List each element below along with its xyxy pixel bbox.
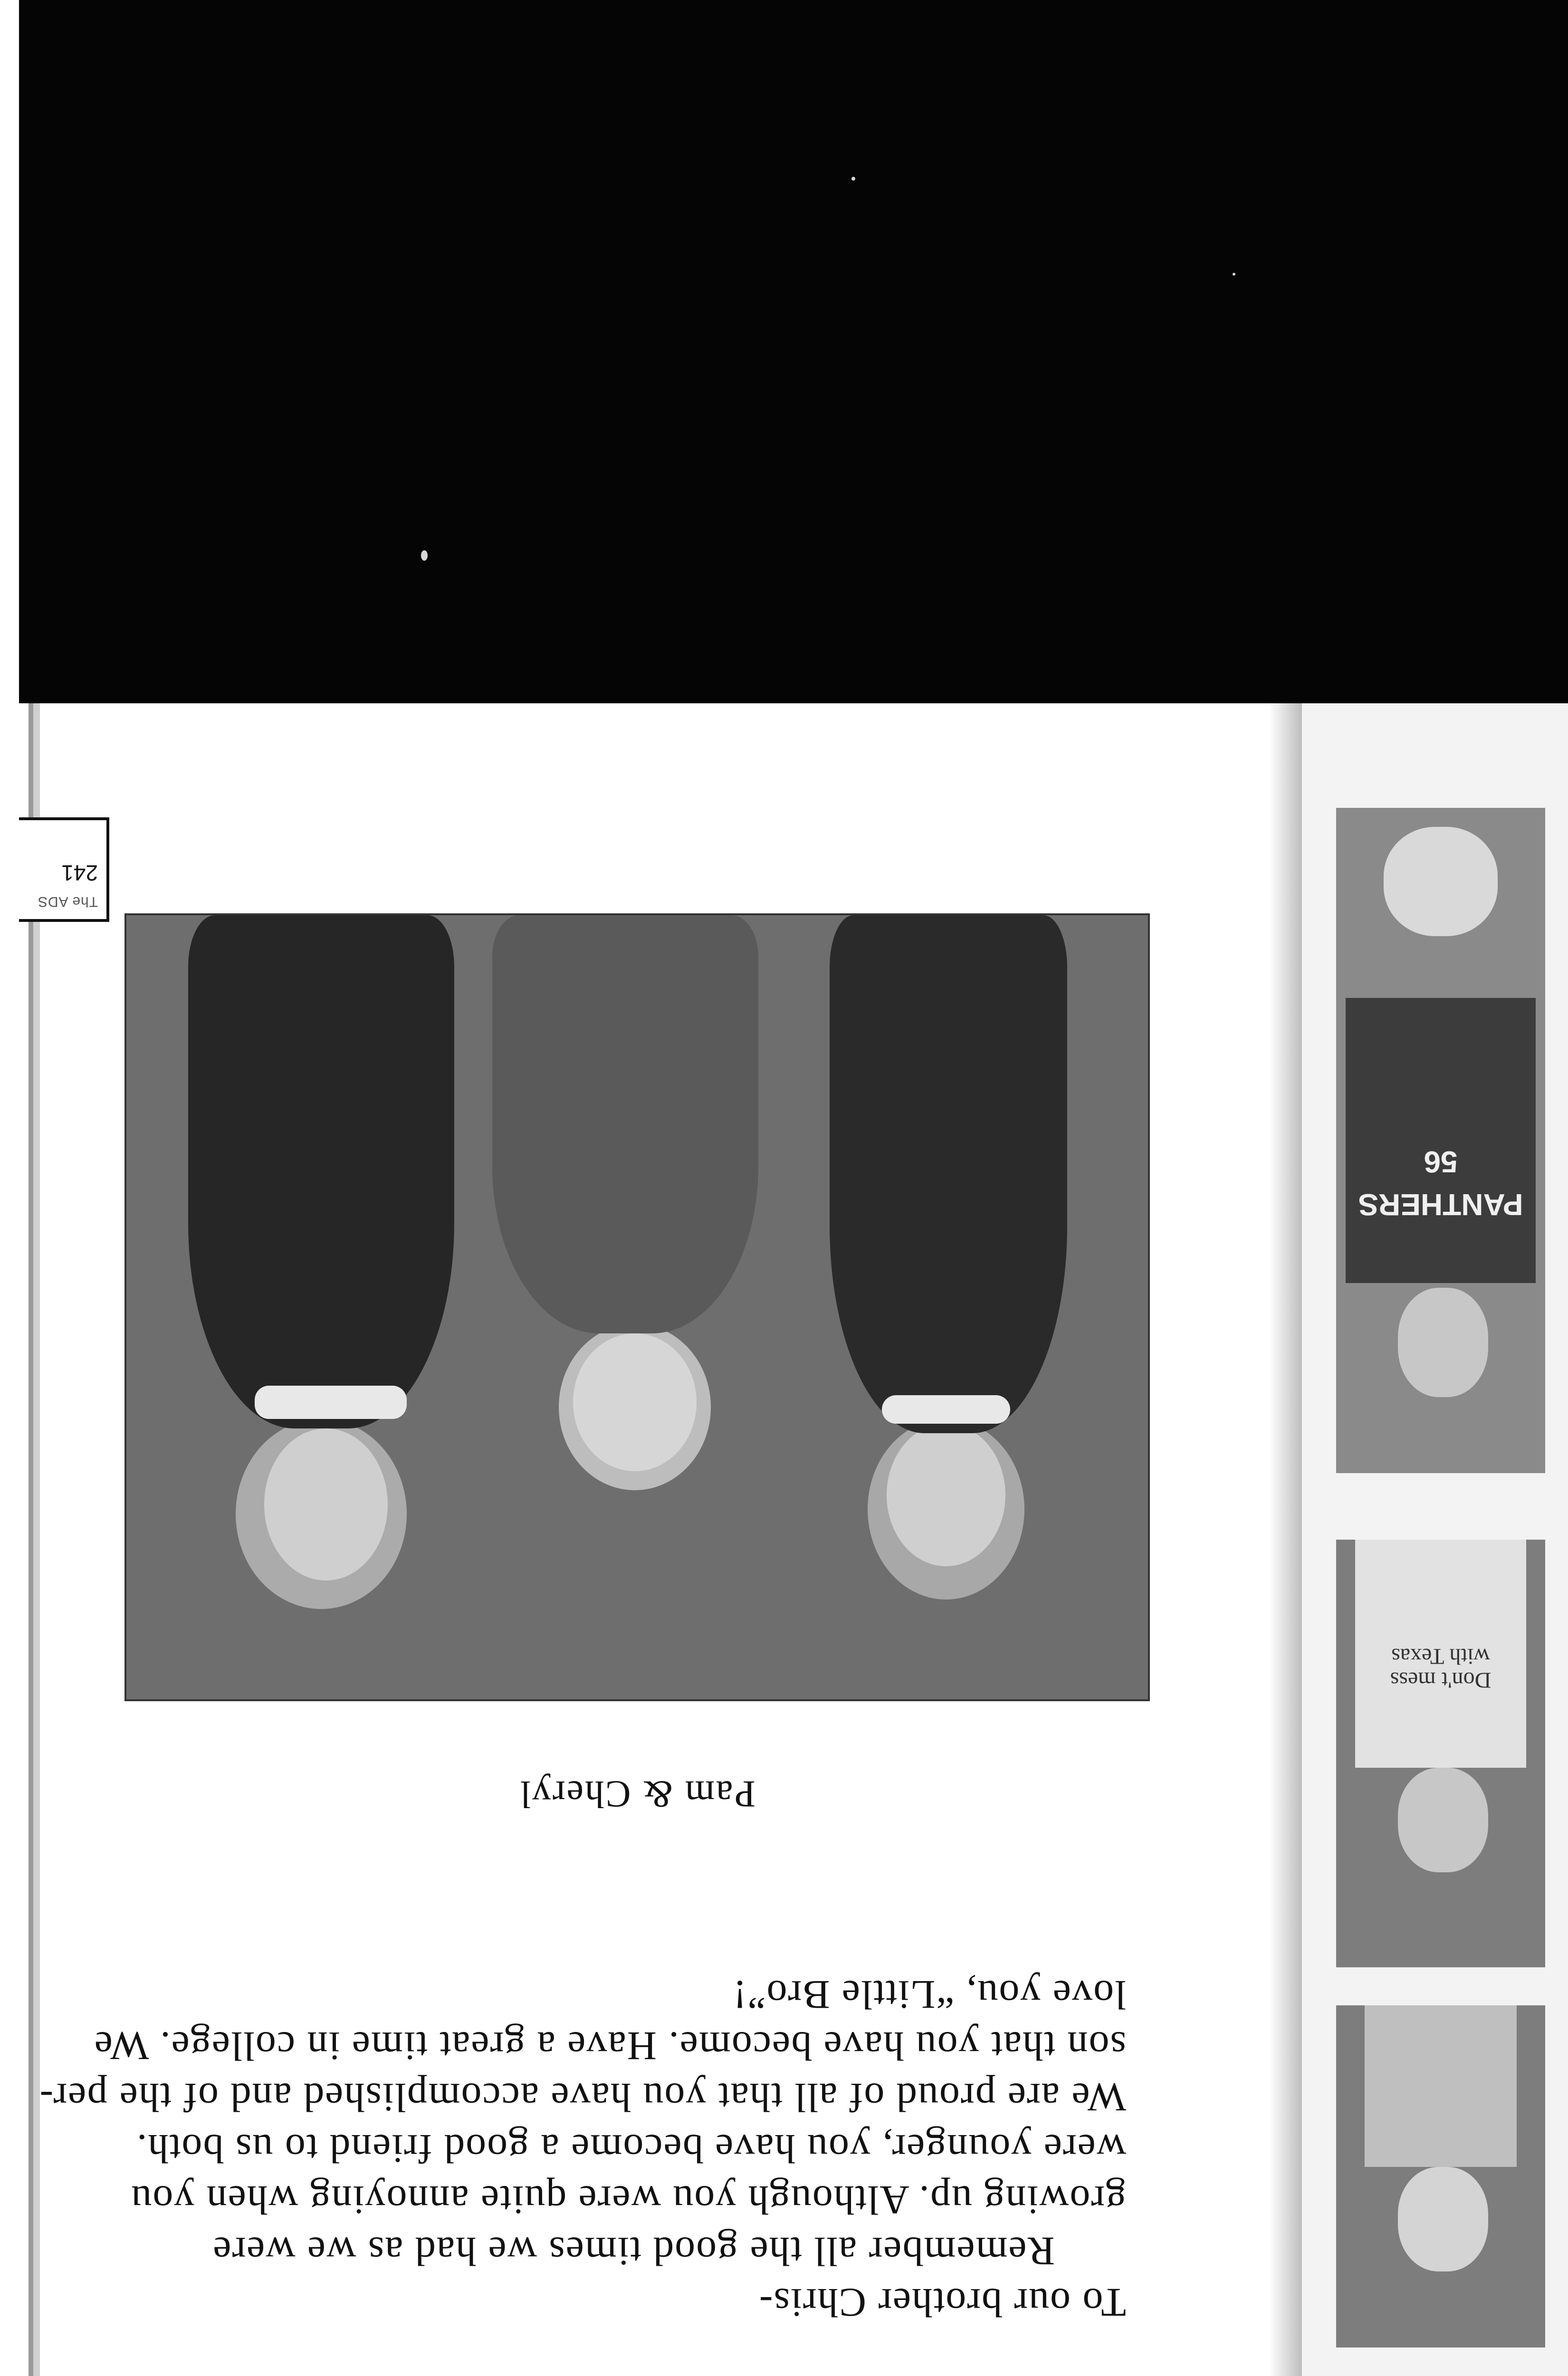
dedication-line: Remember all the good times we had as we were xyxy=(212,2229,1055,2274)
dedication-line: We are proud of all that you have accomplished and of the per- xyxy=(38,2075,1126,2120)
dust-speck xyxy=(851,177,855,181)
dedication-line: growing up. Although you were quite annoying when you xyxy=(130,2177,1126,2223)
lace-collar xyxy=(882,1395,1010,1424)
child-face xyxy=(887,1424,1005,1566)
side-photo-texas-shirt xyxy=(1336,1540,1545,1967)
yearbook-ad-page xyxy=(29,703,1269,2376)
dust-speck xyxy=(1233,273,1235,276)
side-photo-football-player xyxy=(1336,808,1545,1473)
dust-speck xyxy=(421,550,428,561)
dedication-line: son that you have become. Have a great time in college. We xyxy=(93,2023,1126,2069)
scan-margin xyxy=(0,0,19,2376)
facing-page-strip xyxy=(1299,703,1568,2376)
jersey-text: PANTHERS 56 xyxy=(1358,1145,1523,1222)
dedication-line: love you, “Little Bro”! xyxy=(732,1972,1126,2018)
side-photo-shirt xyxy=(1355,1540,1526,1768)
page-number: 241 xyxy=(61,861,98,885)
book-gutter xyxy=(1269,703,1302,2376)
lace-collar xyxy=(255,1386,407,1419)
football-jersey xyxy=(1346,998,1536,1283)
child-face xyxy=(573,1333,697,1471)
dedication-line: were younger, you have become a good friend to us both. xyxy=(136,2126,1126,2172)
side-photo-face xyxy=(1398,1768,1488,1872)
child-dress xyxy=(830,915,1067,1433)
child-face xyxy=(264,1428,388,1581)
family-photo xyxy=(124,913,1150,1701)
shirt-text: Don't mess with Texas xyxy=(1390,1644,1492,1693)
dedication-greeting: To our brother Chris- xyxy=(758,2280,1126,2326)
page-box-label: The ADS xyxy=(37,894,98,910)
dedication-text xyxy=(33,1969,1126,2328)
side-photo-face xyxy=(1398,2167,1488,2271)
side-photo-girl xyxy=(1336,2005,1545,2347)
side-photo-clothes xyxy=(1365,2005,1517,2167)
side-photo-face xyxy=(1398,1288,1488,1397)
child-dress xyxy=(188,915,454,1428)
football-helmet xyxy=(1384,827,1498,936)
child-sweatshirt xyxy=(492,915,758,1333)
dark-scanner-background xyxy=(0,0,1568,703)
dedication-signature: Pam & Cheryl xyxy=(518,1773,755,1815)
